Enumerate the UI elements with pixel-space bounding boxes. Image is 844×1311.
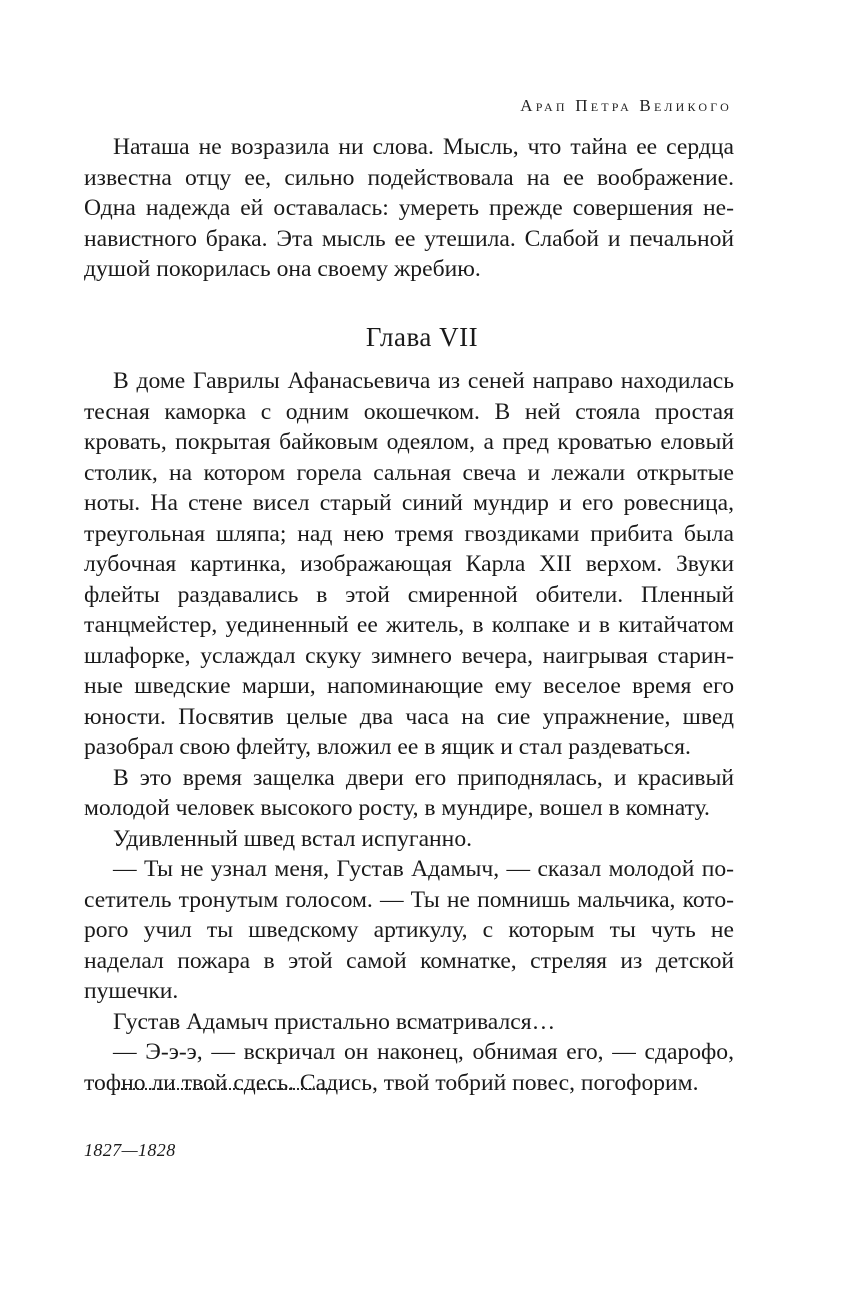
paragraph: В это время защелка двери его приподнялась, и красивый молодой человек высокого росту, в мундире, вошел в комнату.	[84, 764, 734, 821]
paragraph: — Ты не узнал меня, Густав Адамыч, — сказал молодой посетитель тронутым голосом. — Ты не помнишь мальчика, которого учил ты шведскому артикулу, с которым ты чуть не наделал пожара в этой самой комнатке, стреляя из детской пушечки.	[84, 856, 734, 1004]
running-head: Арап Петра Великого	[520, 96, 732, 115]
paragraph: В доме Гаврилы Афанасьевича из сеней направо находилась тесная каморка с одним окошечком. В ней стояла простая кровать, покрытая байковым одеялом, а пред кроватью еловый столик, на котором горела сальная свеча и лежали открытые ноты. На стене висел старый синий мундир и его ровесница, треугольная шляпа; над нею тремя гвоздиками прибита была лубочная картинка, изображающая Карла XII верхом. Звуки флейты раздавались в этой смиренной обители. Пленный танцмейстер, уединенный ее житель, в колпаке и в китайчатом шлафорке, услаждал скуку зимнего вечера, наигрывая старинные шведские марши, напоминающие ему веселое время его юности. Посвятив целые два часа на сие упражнение, швед разобрал свою флейту, вложил ее в ящик и стал раздеваться.	[84, 368, 734, 760]
paragraph: — Э-э-э, — вскричал он наконец, обнимая его, — сдарофо, тофно ли твой сдесь. Садись, твой тобрий повес, погофорим.	[84, 1039, 734, 1096]
paragraph: Густав Адамыч пристально всматривался…	[113, 1008, 556, 1035]
dateline: 1827—1828	[84, 1140, 176, 1160]
paragraph: Наташа не возразила ни слова. Мысль, что тайна ее сердца известна отцу ее, сильно подействовала на ее воображение. Одна надежда ей оставалась: умереть прежде совершения ненавистного брака. Эта мысль ее утешила. Слабой и печальной душой покорилась она своему жребию.	[84, 134, 734, 282]
text-block-before-chapter	[84, 132, 734, 285]
text-block-after-chapter	[84, 366, 734, 1098]
chapter-title: Глава VII	[365, 322, 479, 352]
omission-dots	[113, 1088, 331, 1092]
paragraph: Удивленный швед встал испуганно.	[113, 825, 473, 852]
